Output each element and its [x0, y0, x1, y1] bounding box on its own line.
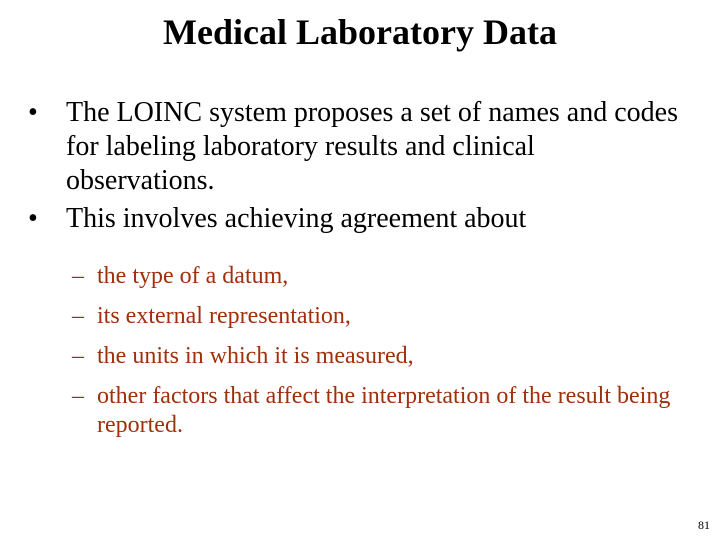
sub-bullet-text: its external representation,: [97, 303, 351, 329]
bullet-marker: •: [28, 203, 38, 234]
sub-bullet-marker: –: [72, 263, 84, 289]
page-number: 81: [698, 518, 710, 532]
sub-bullet-text: the type of a datum,: [97, 263, 289, 289]
slide-title: Medical Laboratory Data: [163, 12, 557, 52]
sub-bullet-marker: –: [72, 383, 84, 409]
bullet-item: [28, 96, 688, 198]
sub-bullet-item: [72, 262, 672, 291]
sub-bullet-item: [72, 342, 672, 371]
sub-bullet-list: [72, 262, 672, 451]
sub-bullet-text: other factors that affect the interpretation of the result being reported.: [97, 383, 671, 438]
bullet-text: This involves achieving agreement about: [66, 203, 527, 234]
bullet-item: [28, 202, 688, 236]
bullet-text: The LOINC system proposes a set of names and codes for labeling laboratory results and clinical observations.: [66, 97, 678, 196]
sub-bullet-marker: –: [72, 303, 84, 329]
bullet-marker: •: [28, 97, 38, 128]
sub-bullet-text: the units in which it is measured,: [97, 343, 414, 369]
sub-bullet-item: [72, 302, 672, 331]
sub-bullet-item: [72, 382, 672, 440]
sub-bullet-marker: –: [72, 343, 84, 369]
bullet-list: [28, 96, 688, 240]
